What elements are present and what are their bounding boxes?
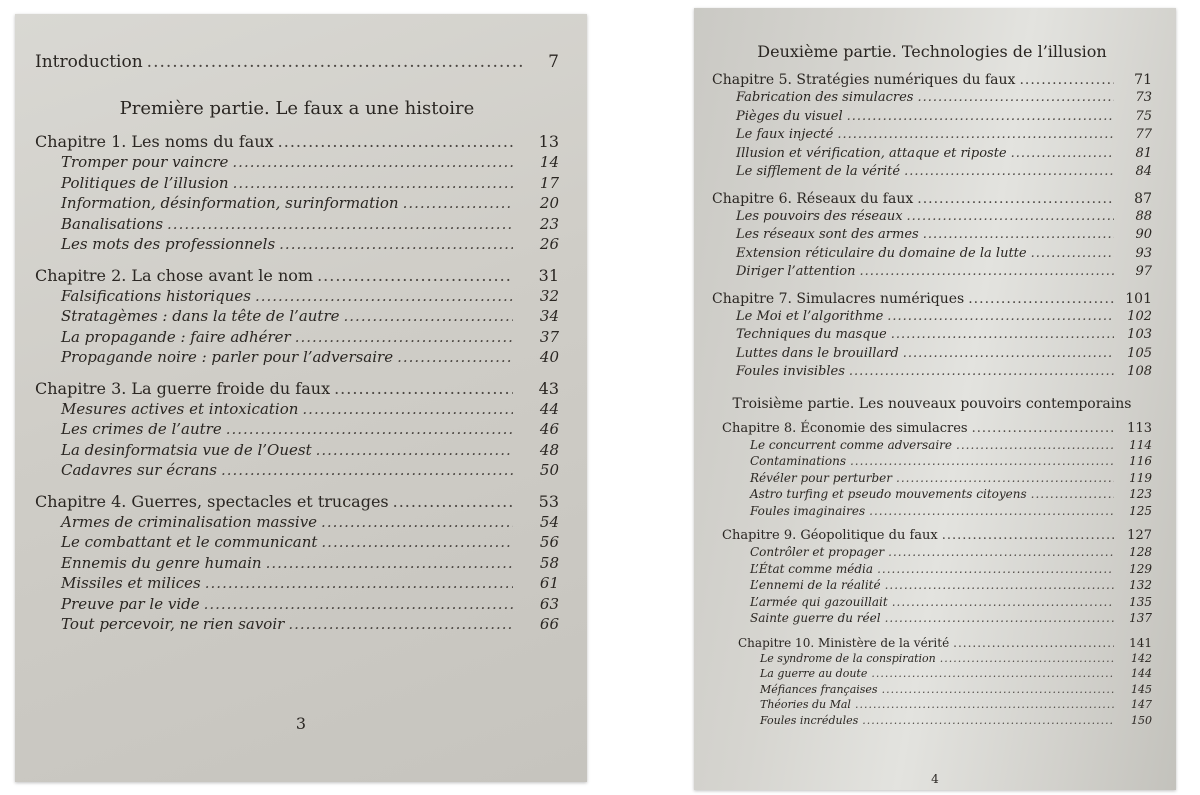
dot-leader [859, 263, 1114, 282]
toc-entry-section [35, 573, 559, 594]
chapter-block [35, 378, 559, 481]
entry-title: Ennemis du genre humain [61, 553, 262, 572]
toc-entry-section [35, 234, 559, 255]
entry-page: 147 [1131, 698, 1152, 711]
chapter-block [35, 491, 559, 635]
dot-leader [1031, 245, 1114, 264]
entry-page: 23 [539, 214, 559, 233]
dot-leader [233, 173, 513, 194]
dot-leader [891, 326, 1114, 345]
dot-leader [953, 635, 1114, 651]
toc-entry-section [712, 682, 1152, 698]
part-title: Deuxième partie. Technologies de l’illusion [757, 42, 1107, 61]
entry-title: Politiques de l’illusion [61, 173, 229, 192]
dot-leader [334, 378, 513, 399]
entry-page: 84 [1135, 164, 1152, 179]
entry-page: 37 [539, 327, 559, 346]
dot-leader [847, 108, 1114, 127]
entry-title: Chapitre 7. Simulacres numériques [712, 290, 965, 307]
entry-page: 40 [539, 348, 559, 366]
entry-title: Le sifflement de la vérité [736, 164, 901, 179]
toc-entry-section [712, 208, 1152, 227]
toc-entry-section [712, 610, 1152, 627]
dot-leader [877, 561, 1114, 578]
toc-entry-chapter [35, 491, 559, 512]
dot-leader [903, 345, 1114, 364]
toc-entry-section [35, 193, 559, 214]
left-page [15, 14, 587, 782]
entry-title: Théories du Mal [760, 698, 851, 711]
entry-page: 71 [1134, 72, 1152, 88]
toc-entry-section [35, 327, 559, 348]
entry-title: Les réseaux sont des armes [736, 227, 919, 242]
dot-leader [205, 573, 513, 594]
entry-page: 7 [548, 52, 559, 72]
entry-page: 32 [539, 286, 559, 305]
dot-leader [896, 470, 1114, 487]
entry-title: Diriger l’attention [736, 264, 856, 279]
toc-entry-section [712, 308, 1152, 327]
entry-page: 44 [539, 399, 559, 418]
entry-title: Mesures actives et intoxication [61, 399, 299, 418]
entry-title: Les mots des professionnels [61, 235, 276, 253]
entry-title: Chapitre 6. Réseaux du faux [712, 190, 914, 207]
dot-leader [232, 152, 513, 173]
dot-leader [1011, 145, 1114, 164]
dot-leader [266, 553, 513, 574]
entry-page: 101 [1125, 290, 1152, 307]
entry-title: Propagande noire : parler pour l’adversaire [61, 348, 394, 366]
toc-entry-section [712, 226, 1152, 245]
dot-leader [302, 399, 513, 420]
entry-page: 145 [1131, 682, 1152, 696]
toc-entry-section [35, 532, 559, 553]
dot-leader [862, 713, 1114, 729]
toc-entry-section [712, 437, 1152, 454]
chapter-list [712, 420, 1152, 729]
dot-leader [850, 453, 1114, 470]
toc-entry-section [712, 108, 1152, 127]
toc-entry-chapter [35, 265, 559, 286]
entry-title: Stratagèmes : dans la tête de l’autre [61, 307, 340, 325]
dot-leader [288, 614, 513, 635]
entry-page: 135 [1129, 594, 1152, 609]
entry-title: Chapitre 10. Ministère de la vérité [738, 635, 950, 650]
entry-page: 54 [539, 512, 559, 531]
chapter-list [712, 71, 1152, 382]
chapter-list [35, 131, 559, 635]
entry-page: 90 [1135, 227, 1152, 242]
toc-entry-section [35, 173, 559, 194]
toc-entry-section [712, 503, 1152, 520]
entry-title: Méfiances françaises [760, 682, 878, 696]
entry-page: 50 [539, 461, 559, 479]
entry-title: Chapitre 8. Économie des simulacres [722, 420, 968, 436]
toc-entry-section [35, 440, 559, 461]
dot-leader [403, 193, 513, 214]
toc-entry-section [35, 512, 559, 533]
toc-entry-section [712, 89, 1152, 108]
entry-title: Tout percevoir, ne rien savoir [61, 615, 285, 633]
entry-title: Astro turfing et pseudo mouvements citoyens [750, 487, 1027, 501]
dot-leader [167, 214, 513, 235]
chapter-block [712, 527, 1152, 627]
entry-title: Falsifications historiques [61, 286, 251, 305]
toc-entry-section [712, 163, 1152, 182]
entry-title: Chapitre 3. La guerre froide du faux [35, 378, 331, 398]
chapter-block [712, 71, 1152, 182]
dot-leader [279, 234, 513, 255]
entry-page: 61 [539, 574, 559, 592]
entry-page: 132 [1129, 578, 1152, 592]
entry-page: 102 [1127, 308, 1152, 324]
dot-leader [869, 503, 1114, 520]
dot-leader [885, 610, 1114, 627]
entry-page: 150 [1131, 713, 1152, 727]
toc-entry-section [712, 486, 1152, 503]
entry-title: Le Moi et l’algorithme [736, 308, 884, 324]
entry-page: 113 [1127, 420, 1152, 436]
toc-entry-section [35, 347, 559, 368]
dot-leader [837, 126, 1114, 145]
entry-page: 129 [1129, 561, 1152, 576]
page-number: 3 [295, 714, 307, 733]
entry-title: Foules incrédules [760, 713, 859, 727]
entry-title: Sainte guerre du réel [750, 611, 881, 625]
dot-leader [226, 419, 513, 440]
entry-page: 77 [1135, 127, 1152, 142]
toc-entry-section [35, 553, 559, 574]
dot-leader [907, 208, 1114, 227]
entry-title: Cadavres sur écrans [61, 461, 217, 479]
entry-page: 125 [1129, 503, 1152, 518]
dot-leader [882, 682, 1114, 698]
entry-page: 114 [1129, 437, 1152, 452]
dot-leader [888, 544, 1114, 561]
entry-page: 73 [1135, 90, 1152, 105]
toc-entry-section [712, 363, 1152, 382]
entry-page: 17 [539, 173, 559, 192]
chapter-block [712, 420, 1152, 520]
toc-entry-section [712, 326, 1152, 345]
entry-title: Révéler pour perturber [750, 470, 893, 485]
entry-page: 43 [538, 378, 559, 398]
entry-title: La guerre au doute [760, 667, 868, 680]
toc-entry-chapter [712, 290, 1152, 308]
entry-title: Preuve par le vide [61, 594, 200, 613]
toc-entry-chapter [712, 190, 1152, 208]
dot-leader [904, 163, 1114, 182]
entry-page: 48 [539, 440, 559, 459]
entry-title: La desinformatsia vue de l’Ouest [61, 440, 312, 459]
entry-page: 87 [1134, 190, 1152, 207]
right-page [694, 8, 1176, 790]
toc-entry-section [35, 614, 559, 635]
toc-entry-section [712, 697, 1152, 713]
entry-page: 31 [538, 265, 559, 285]
toc-entry-section [35, 214, 559, 235]
entry-title: Extension réticulaire du domaine de la lutte [736, 245, 1027, 261]
entry-title: L’ennemi de la réalité [750, 578, 881, 592]
dot-leader [871, 666, 1114, 682]
entry-title: L’armée qui gazouillait [750, 594, 888, 609]
toc-entry-section [712, 453, 1152, 470]
entry-title: Le syndrome de la conspiration [760, 651, 936, 665]
toc-entry-section [712, 561, 1152, 578]
entry-title: Tromper pour vaincre [61, 153, 229, 171]
dot-leader [885, 577, 1114, 594]
entry-page: 105 [1127, 345, 1152, 361]
dot-leader [855, 697, 1114, 713]
toc-entry-section [712, 577, 1152, 594]
toc-entry-section [35, 399, 559, 420]
toc-entry-chapter [35, 378, 559, 399]
entry-page: 53 [538, 491, 559, 511]
entry-title: Le faux injecté [736, 127, 834, 142]
entry-page: 142 [1131, 651, 1152, 665]
entry-page: 141 [1129, 635, 1152, 650]
entry-title: Le combattant et le communicant [61, 533, 318, 551]
dot-leader [321, 512, 513, 533]
toc-entry-chapter [35, 131, 559, 152]
entry-title: Chapitre 2. La chose avant le nom [35, 265, 314, 285]
entry-title: L’État comme média [750, 561, 874, 576]
toc-entry-section [712, 126, 1152, 145]
entry-page: 58 [539, 553, 559, 572]
entry-page: 108 [1127, 364, 1152, 379]
dot-leader [255, 286, 513, 307]
entry-title: Les crimes de l’autre [61, 420, 222, 438]
entry-title: Contrôler et propager [750, 545, 885, 559]
entry-page: 14 [539, 153, 559, 171]
entry-page: 46 [539, 420, 559, 438]
entry-page: 75 [1135, 108, 1152, 124]
dot-leader [1031, 486, 1114, 503]
dot-leader [204, 594, 513, 615]
entry-page: 34 [539, 307, 559, 325]
dot-leader [917, 89, 1114, 108]
entry-page: 103 [1127, 327, 1152, 342]
entry-title: Chapitre 4. Guerres, spectacles et trucages [35, 491, 389, 511]
entry-page: 123 [1129, 487, 1152, 501]
toc-entry-section [35, 306, 559, 327]
dot-leader [278, 131, 513, 152]
dot-leader [968, 290, 1114, 308]
entry-title: Les pouvoirs des réseaux [736, 208, 903, 224]
toc-entry-chapter [712, 71, 1152, 89]
toc-entry-section [712, 345, 1152, 364]
part-title: Troisième partie. Les nouveaux pouvoirs contemporains [732, 395, 1132, 412]
entry-title: Pièges du visuel [736, 108, 843, 124]
dot-leader [923, 226, 1114, 245]
toc-entry-section [712, 651, 1152, 667]
part-title: Première partie. Le faux a une histoire [119, 98, 475, 119]
dot-leader [972, 420, 1114, 437]
entry-page: 116 [1129, 454, 1152, 468]
entry-page: 144 [1131, 667, 1152, 680]
entry-page: 128 [1129, 545, 1152, 559]
toc-entry-chapter [712, 420, 1152, 437]
entry-page: 88 [1135, 208, 1152, 224]
chapter-block [35, 265, 559, 368]
entry-title: Fabrication des simulacres [736, 90, 914, 105]
toc-entry-chapter [712, 635, 1152, 651]
dot-leader [321, 532, 513, 553]
entry-page: 137 [1129, 611, 1152, 625]
entry-page: 56 [539, 533, 559, 551]
entry-page: 13 [538, 132, 559, 151]
dot-leader [295, 327, 513, 348]
entry-page: 81 [1135, 145, 1152, 161]
entry-title: Chapitre 1. Les noms du faux [35, 132, 274, 151]
toc-entry-section [35, 152, 559, 173]
entry-page: 97 [1135, 264, 1152, 279]
toc-entry-section [712, 666, 1152, 682]
entry-title: Missiles et milices [61, 574, 201, 592]
dot-leader [147, 52, 525, 72]
dot-leader [892, 594, 1114, 611]
dot-leader [393, 491, 513, 512]
entry-page: 127 [1127, 528, 1152, 543]
toc-entry-section [712, 245, 1152, 264]
dot-leader [956, 437, 1114, 454]
dot-leader [940, 651, 1114, 667]
toc-entry-section [712, 594, 1152, 611]
entry-page: 63 [539, 594, 559, 613]
dot-leader [917, 190, 1114, 208]
toc-entry-introduction [35, 52, 559, 72]
entry-title: Chapitre 9. Géopolitique du faux [722, 528, 938, 543]
toc-entry-section [712, 145, 1152, 164]
entry-title: Chapitre 5. Stratégies numériques du faux [712, 72, 1016, 88]
entry-title: Le concurrent comme adversaire [750, 437, 953, 452]
entry-title: Luttes dans le brouillard [736, 345, 899, 361]
entry-title: Foules invisibles [736, 364, 845, 379]
entry-title: Introduction [35, 52, 143, 72]
toc-entry-chapter [712, 527, 1152, 544]
toc-entry-section [35, 460, 559, 481]
dot-leader [887, 308, 1114, 327]
dot-leader [849, 363, 1114, 382]
dot-leader [316, 440, 513, 461]
dot-leader [317, 265, 513, 286]
toc-entry-section [35, 594, 559, 615]
entry-page: 66 [539, 615, 559, 633]
dot-leader [221, 460, 513, 481]
dot-leader [344, 306, 513, 327]
page-number: 4 [931, 772, 939, 786]
toc-entry-section [35, 419, 559, 440]
toc-entry-section [712, 470, 1152, 487]
entry-page: 26 [539, 235, 559, 253]
dot-leader [1019, 71, 1114, 89]
dot-leader [397, 347, 513, 368]
toc-entry-section [35, 286, 559, 307]
dot-leader [942, 527, 1114, 544]
chapter-block [712, 635, 1152, 729]
entry-page: 119 [1129, 470, 1152, 485]
entry-page: 93 [1135, 245, 1152, 261]
chapter-block [35, 131, 559, 255]
entry-page: 20 [539, 194, 559, 212]
entry-title: Illusion et vérification, attaque et riposte [736, 145, 1007, 161]
toc-entry-section [712, 713, 1152, 729]
entry-title: Information, désinformation, surinformation [61, 194, 399, 212]
toc-entry-section [712, 544, 1152, 561]
toc-entry-section [712, 263, 1152, 282]
entry-title: Contaminations [750, 454, 846, 468]
entry-title: Armes de criminalisation massive [61, 512, 318, 531]
entry-title: La propagande : faire adhérer [61, 327, 291, 346]
entry-title: Techniques du masque [736, 327, 887, 342]
entry-title: Foules imaginaires [750, 503, 866, 518]
chapter-block [712, 190, 1152, 282]
chapter-block [712, 290, 1152, 382]
entry-title: Banalisations [61, 214, 164, 233]
